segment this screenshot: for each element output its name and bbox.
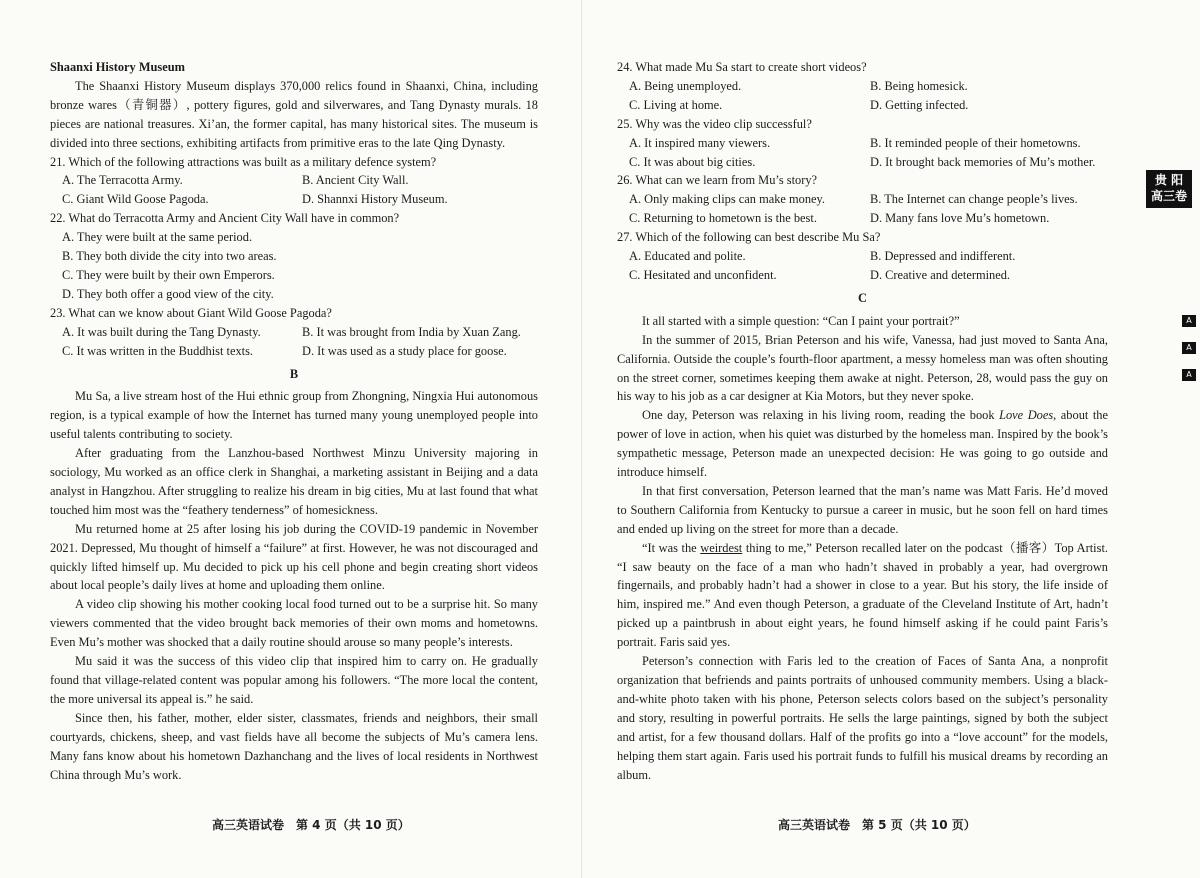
- question-stem: 23. What can we know about Giant Wild Goose Pagoda?: [50, 305, 332, 320]
- option-a: A. Only making clips can make money.: [629, 192, 826, 207]
- option-c: C. It was written in the Buddhist texts.: [62, 343, 254, 358]
- question-27: [617, 228, 1108, 285]
- left-page: [50, 58, 538, 784]
- page-footer-left: 高三英语试卷 第 4 页（共 10 页）: [212, 818, 410, 832]
- section-title: Shaanxi History Museum: [50, 60, 185, 74]
- question-stem: 27. Which of the following can best describe Mu Sa?: [617, 230, 881, 245]
- side-mark: A: [1182, 369, 1196, 381]
- option-a: A. Being unemployed.: [629, 78, 742, 93]
- page-footer-right: 高三英语试卷 第 5 页（共 10 页）: [778, 818, 976, 832]
- option-b: B. It was brought from India by Xuan Zang.: [302, 324, 521, 339]
- option-d: D. Creative and determined.: [870, 267, 1011, 282]
- option-c: C. They were built by their own Emperors.: [62, 267, 275, 282]
- option-a: A. The Terracotta Army.: [62, 173, 183, 188]
- book-title: Love Does: [999, 408, 1054, 423]
- passage-c-paragraph: [617, 406, 1108, 482]
- option-b: B. The Internet can change people’s lives.: [870, 192, 1078, 207]
- question-stem: 26. What can we learn from Mu’s story?: [617, 173, 818, 188]
- passage-c-paragraph: It all started with a simple question: “Can I paint your portrait?”: [642, 313, 960, 328]
- question-stem: 25. Why was the video clip successful?: [617, 116, 812, 131]
- option-a: A. They were built at the same period.: [62, 230, 253, 245]
- region-tag-line2: 高三卷: [1150, 189, 1187, 203]
- option-c: C. Living at home.: [629, 97, 723, 112]
- section-b-title: B: [289, 366, 299, 381]
- option-d: D. It was used as a study place for goose.: [302, 343, 507, 358]
- passage-c-paragraph: Peterson’s connection with Faris led to the creation of Faces of Santa Ana, a nonprofit organization that befriends and paints portraits of unhoused community members. Using a black-and-white photo taken with his phone, Peterson selects colors based on the subject’s personality and story, resulting in powerful portraits. He sells the large paintings, signed by both the subject and artist, for a few thousand dollars. Half of the profits go into a “love account” for the models, helping them start again. Faris used his portrait funds to fulfill his musical dreams by recording an album.: [617, 654, 1108, 782]
- passage-c-paragraph: In the summer of 2015, Brian Peterson and his wife, Vanessa, had just moved to Santa Ana, California. Outside the couple’s fourth-floor apartment, a messy homeless man was often shouting on the street corner, sometimes keeping them awake at night. Peterson, 28, would pass the guy on his way to his job as a car designer at Kia Motors, but they never spoke.: [617, 332, 1108, 404]
- option-b: B. They both divide the city into two areas.: [62, 249, 277, 264]
- passage-b-paragraph: Since then, his father, mother, elder sister, classmates, friends and neighbors, their small courtyards, chickens, sheep, and vast fields have all become the subjects of Mu’s camera lens. Many fans know about his hometown Dazhanchang and the lives of local residents in Northwest China through Mu’s work.: [50, 710, 538, 782]
- option-b: B. It reminded people of their hometowns.: [870, 135, 1081, 150]
- option-c: C. It was about big cities.: [629, 154, 756, 169]
- question-23: [50, 304, 538, 361]
- question-21: [50, 153, 538, 210]
- text-run: One day, Peterson was relaxing in his living room, reading the book: [642, 408, 1000, 423]
- option-c: C. Giant Wild Goose Pagoda.: [62, 192, 209, 207]
- text-run: thing to me,” Peterson recalled later on the podcast（播客）Top Artist. “I saw beauty on the face of a man who hadn’t shaved in probably a year, had overgrown fingernails, and probably hadn’t had a shower in close to a year. But his story, the life inside of him, inspired me.” And even though Peterson, a graduate of the Cleveland Institute of Art, hadn’t picked up a paintbrush in about eight years, he found himself asking if he could paint Faris’s portrait. Faris said yes.: [617, 540, 1108, 650]
- option-a: A. It inspired many viewers.: [629, 135, 771, 150]
- right-page: [617, 58, 1108, 784]
- option-d: D. Getting infected.: [870, 97, 969, 112]
- text-run: , about the power of love in action, when his quiet was disturbed by the homeless man. Inspired by the book’s sympathetic message, Peterson made an unexpected decision: He was going to go outside and introduce himself.: [617, 408, 1108, 480]
- option-d: D. It brought back memories of Mu’s mother.: [870, 154, 1096, 169]
- option-c: C. Returning to hometown is the best.: [629, 211, 817, 226]
- option-d: D. They both offer a good view of the city.: [62, 286, 274, 301]
- section-c-title: C: [858, 290, 867, 305]
- option-b: B. Ancient City Wall.: [302, 173, 409, 188]
- region-tag: [1146, 170, 1192, 208]
- museum-intro: The Shaanxi History Museum displays 370,000 relics found in Shaanxi, China, including bronze wares（青铜器）, pottery figures, gold and silverwares, and Tang Dynasty murals. 18 pieces are national treasures. Xi’an, the former capital, has many historical sites. The museum is divided into three sections, exhibiting artifacts from primitive eras to the late Qing Dynasty.: [50, 78, 538, 150]
- question-26: [617, 171, 1108, 228]
- question-24: [617, 58, 1108, 115]
- question-22: [50, 209, 538, 304]
- passage-b-paragraph: Mu returned home at 25 after losing his job during the COVID-19 pandemic in November 2021. Depressed, Mu thought of himself a “failure” at first. However, he was not discouraged and quickly lifted himself up. Mu decided to pick up his cell phone and begin creating short videos about local people’s daily lives at home and uploading them online.: [50, 521, 538, 593]
- option-d: D. Many fans love Mu’s hometown.: [870, 211, 1050, 226]
- page-fold-divider: [581, 0, 582, 878]
- option-a: A. Educated and polite.: [629, 249, 746, 264]
- side-mark: A: [1182, 342, 1196, 354]
- region-tag-line1: 贵 阳: [1154, 173, 1184, 187]
- passage-b-paragraph: After graduating from the Lanzhou-based Northwest Minzu University majoring in sociology, Mu worked as an office clerk in Shanghai, a marketing assistant in Beijing and a data analyst in Hangzhou. After struggling to realize his dream in big cities, Mu at last found that what touched him most was the “feathery tenderness” of homesickness.: [50, 446, 538, 517]
- option-a: A. It was built during the Tang Dynasty.: [62, 324, 261, 339]
- passage-c-paragraph: [617, 539, 1108, 652]
- question-stem: 22. What do Terracotta Army and Ancient City Wall have in common?: [50, 211, 400, 226]
- underlined-word: weirdest: [700, 540, 743, 555]
- option-c: C. Hesitated and unconfident.: [629, 267, 777, 282]
- option-b: B. Depressed and indifferent.: [870, 249, 1016, 264]
- question-stem: 24. What made Mu Sa start to create short videos?: [617, 60, 867, 74]
- question-25: [617, 115, 1108, 172]
- passage-b-paragraph: A video clip showing his mother cooking local food turned out to be a surprise hit. So many viewers commented that the video brought back memories of their own moms and hometowns. Even Mu’s mother was shocked that a daily routine should arouse so many people’s interests.: [50, 597, 538, 650]
- option-d: D. Shannxi History Museum.: [302, 192, 448, 207]
- passage-b-paragraph: Mu Sa, a live stream host of the Hui ethnic group from Zhongning, Ningxia Hui autonomous region, is a typical example of how the Internet has turned many young unemployed people into useful talents contributing to society.: [50, 389, 538, 442]
- passage-b-paragraph: Mu said it was the success of this video clip that inspired him to carry on. He gradually found that village-related content was popular among his followers. “The more local the content, the more universal its appeal is.” he said.: [50, 654, 538, 706]
- option-b: B. Being homesick.: [870, 78, 968, 93]
- side-mark: A: [1182, 315, 1196, 327]
- text-run: “It was the: [642, 540, 701, 555]
- passage-c-paragraph: In that first conversation, Peterson learned that the man’s name was Matt Faris. He’d moved to Southern California from Kentucky to pursue a career in music, but he soon fell on hard times and ended up living on the street for more than a decade.: [617, 483, 1108, 536]
- question-stem: 21. Which of the following attractions was built as a military defence system?: [50, 154, 437, 169]
